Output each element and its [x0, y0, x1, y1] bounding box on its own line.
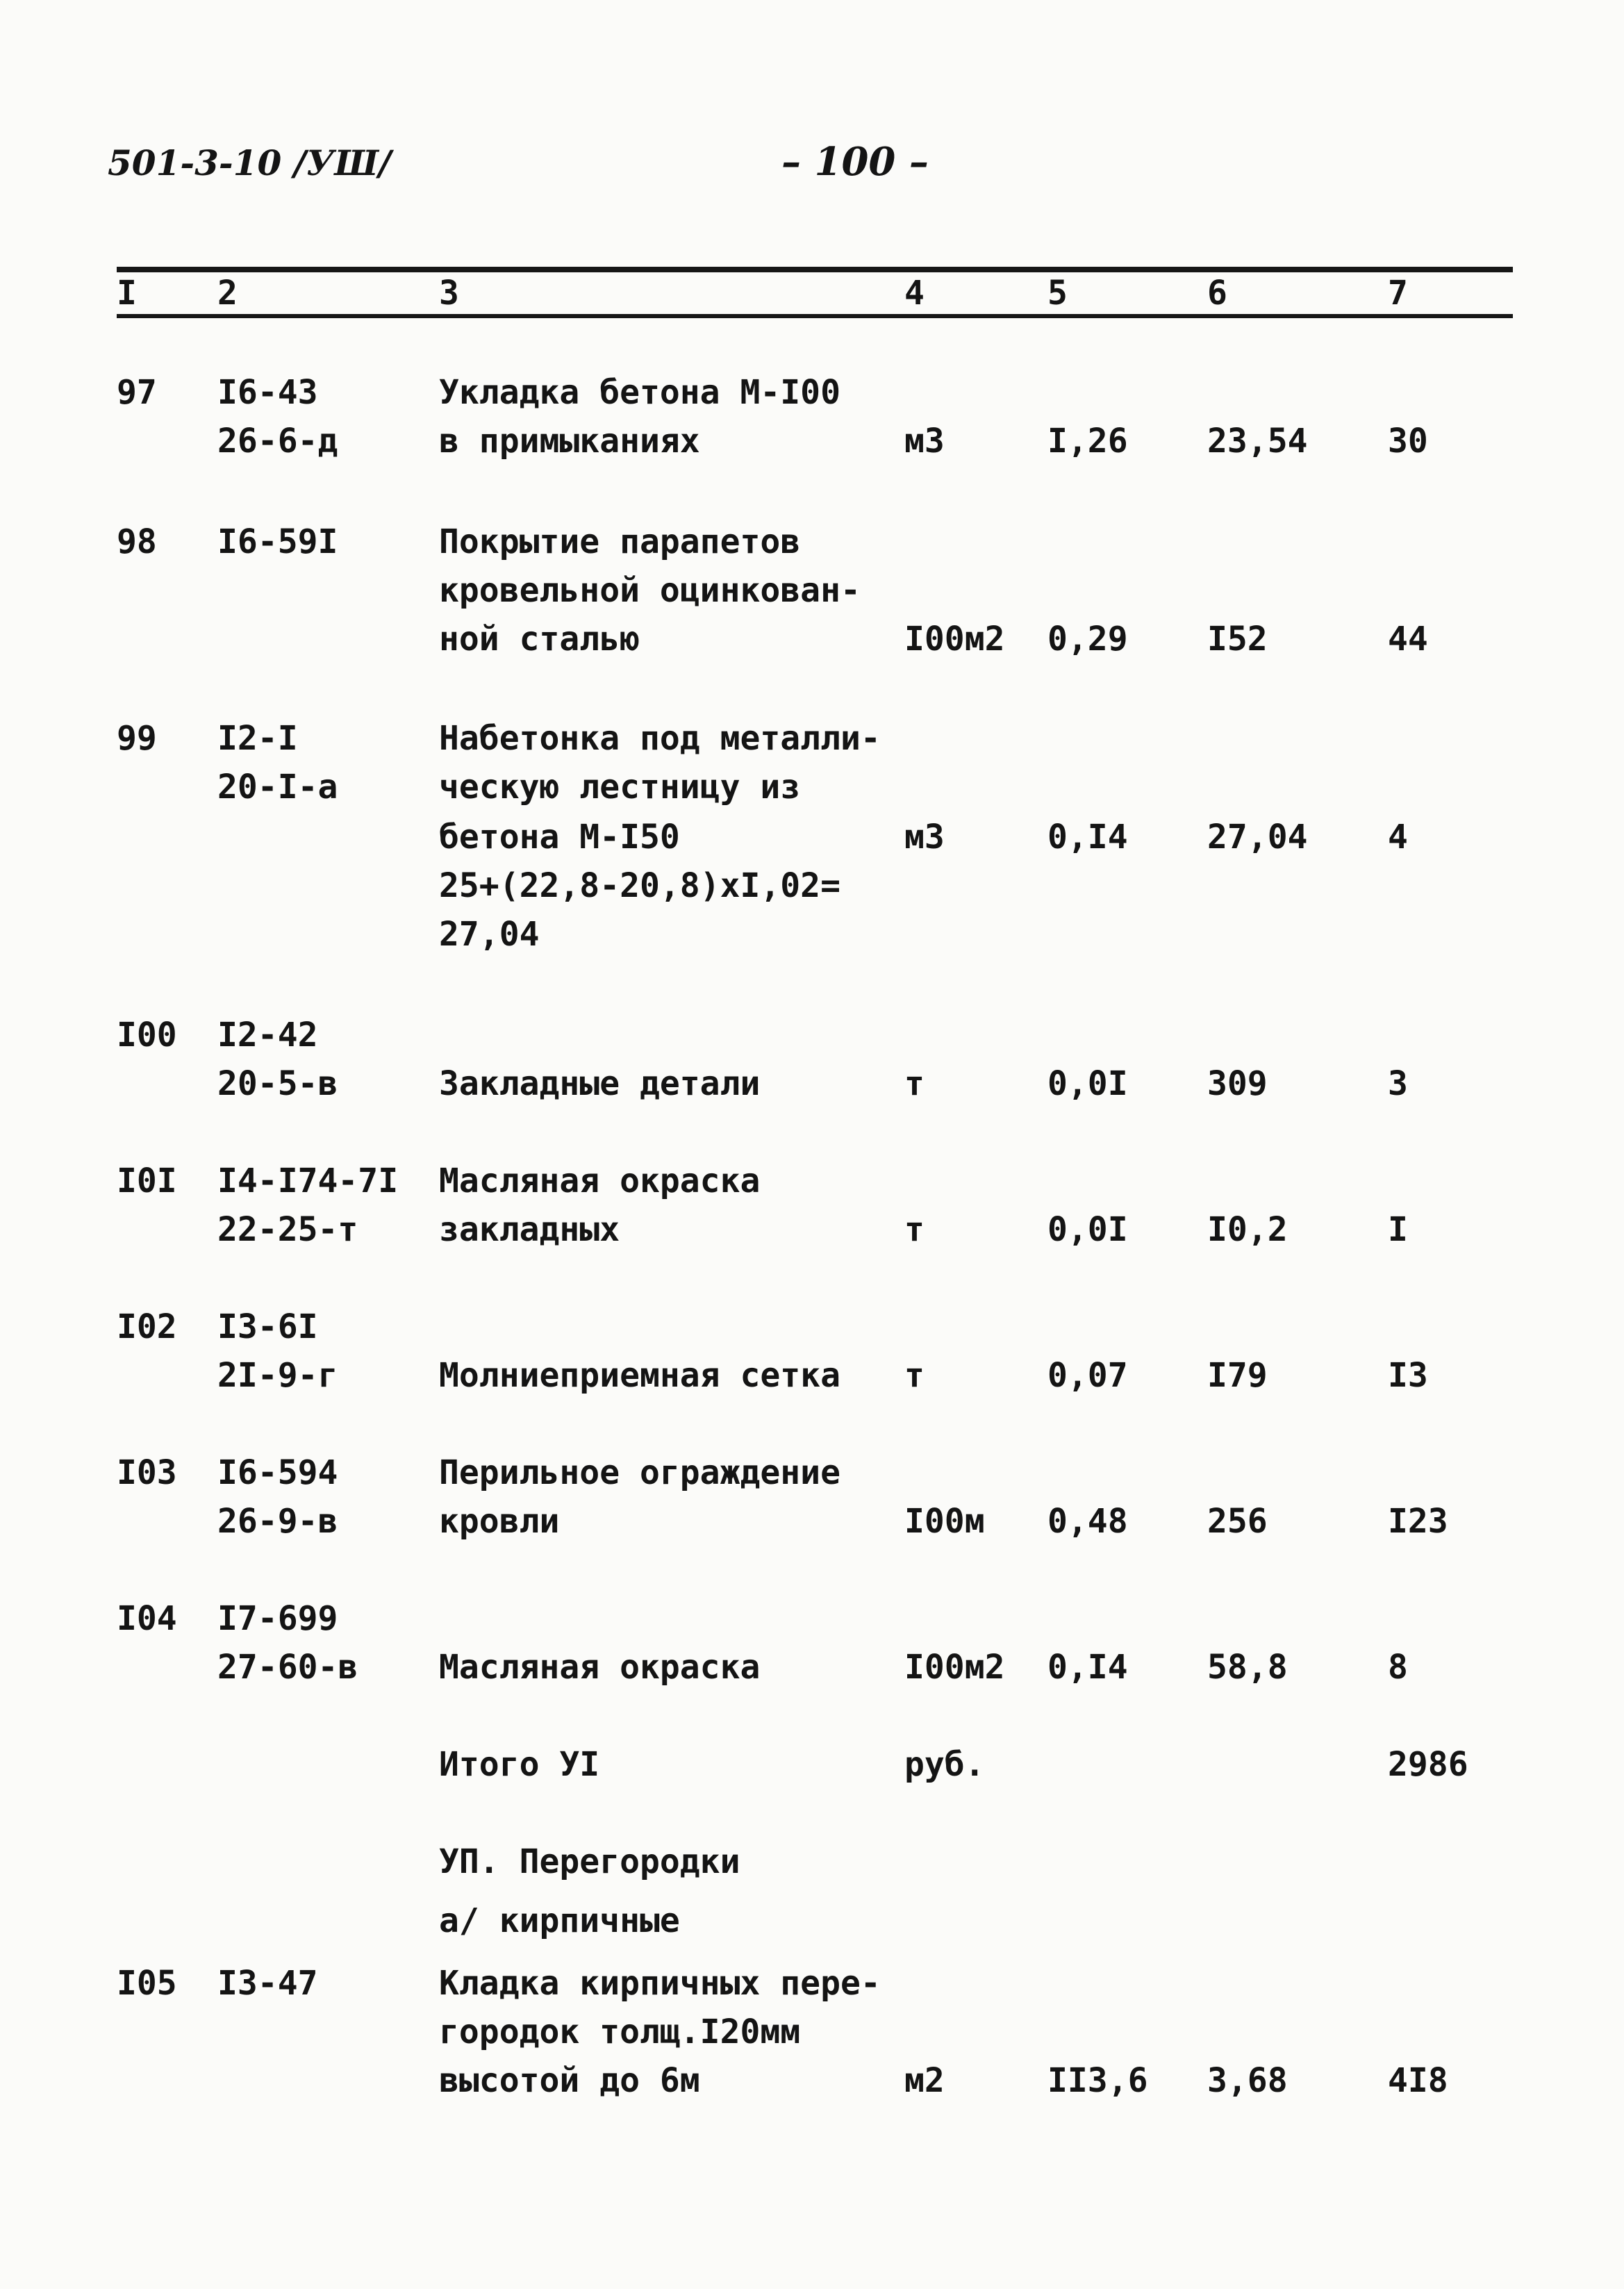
cell-r99-desc3: бетона М-I50 — [439, 818, 680, 857]
cell-r101-num: I0I — [117, 1162, 177, 1200]
cell-r101-unit: т — [904, 1210, 925, 1249]
document-code: 501-3-10 /УШ/ — [108, 142, 392, 183]
cell-r98-price: I52 — [1207, 620, 1268, 659]
cell-r99-price: 27,04 — [1207, 818, 1308, 857]
cell-r97-code2: 26-6-д — [217, 422, 338, 461]
cell-r103-code1: I6-594 — [217, 1453, 338, 1492]
cell-r105-desc1: Кладка кирпичных пере- — [439, 1964, 881, 2003]
cell-r103-price: 256 — [1207, 1502, 1268, 1541]
cell-r104-code2: 27-60-в — [217, 1648, 358, 1687]
cell-r99-desc4: 25+(22,8-20,8)хI,02= — [439, 866, 840, 905]
cell-r99-code1: I2-I — [217, 719, 298, 758]
cell-r102-num: I02 — [117, 1307, 177, 1346]
cell-r104-num: I04 — [117, 1599, 177, 1638]
cell-r98-total: 44 — [1388, 620, 1428, 659]
cell-r105-desc3: высотой до 6м — [439, 2061, 700, 2100]
cell-r105-num: I05 — [117, 1964, 177, 2003]
cell-r97-code1: I6-43 — [217, 373, 318, 412]
cell-r103-code2: 26-9-в — [217, 1502, 338, 1541]
cell-r104-unit: I00м2 — [904, 1648, 1005, 1687]
cell-r102-code2: 2I-9-г — [217, 1356, 338, 1395]
cell-r99-num: 99 — [117, 719, 157, 758]
cell-r104-total: 8 — [1388, 1648, 1408, 1687]
cell-r105-code1: I3-47 — [217, 1964, 318, 2003]
cell-sec-title: УП. Перегородки — [439, 1842, 740, 1881]
cell-r98-unit: I00м2 — [904, 620, 1005, 659]
cell-sec-sub: а/ кирпичные — [439, 1901, 680, 1940]
cell-r99-desc1: Набетонка под металли- — [439, 719, 881, 758]
cell-r97-num: 97 — [117, 373, 157, 412]
column-header-7: 7 — [1388, 274, 1408, 313]
page-number: – 100 – — [781, 139, 929, 185]
cell-r100-total: 3 — [1388, 1064, 1408, 1103]
cell-r101-desc1: Масляная окраска — [439, 1162, 761, 1200]
cell-r100-code2: 20-5-в — [217, 1064, 338, 1103]
cell-sub-total: 2986 — [1388, 1745, 1468, 1784]
column-header-6: 6 — [1207, 274, 1227, 313]
cell-r103-desc1: Перильное ограждение — [439, 1453, 840, 1492]
column-header-3: 3 — [439, 274, 459, 313]
cell-r100-code1: I2-42 — [217, 1016, 318, 1055]
cell-r102-unit: т — [904, 1356, 925, 1395]
cell-r99-desc2: ческую лестницу из — [439, 768, 801, 807]
cell-r100-unit: т — [904, 1064, 925, 1103]
column-header-2: 2 — [217, 274, 238, 313]
cell-r98-code1: I6-59I — [217, 522, 338, 561]
cell-r97-total: 30 — [1388, 422, 1428, 461]
column-header-1: I — [117, 274, 137, 313]
cell-r105-qty: II3,6 — [1047, 2061, 1148, 2100]
cell-r103-desc2: кровли — [439, 1502, 560, 1541]
cell-r104-desc1: Масляная окраска — [439, 1648, 761, 1687]
cell-r99-total: 4 — [1388, 818, 1408, 857]
table-header-rule — [117, 314, 1513, 318]
cell-r100-qty: 0,0I — [1047, 1064, 1128, 1103]
cell-r101-price: I0,2 — [1207, 1210, 1288, 1249]
cell-r103-unit: I00м — [904, 1502, 985, 1541]
cell-sub-unit: руб. — [904, 1745, 985, 1784]
cell-r98-desc1: Покрытие парапетов — [439, 522, 801, 561]
cell-r102-qty: 0,07 — [1047, 1356, 1128, 1395]
cell-r101-desc2: закладных — [439, 1210, 620, 1249]
cell-r103-num: I03 — [117, 1453, 177, 1492]
table-top-rule — [117, 267, 1513, 272]
cell-r104-code1: I7-699 — [217, 1599, 338, 1638]
cell-r103-total: I23 — [1388, 1502, 1448, 1541]
cell-r101-total: I — [1388, 1210, 1408, 1249]
cell-r103-qty: 0,48 — [1047, 1502, 1128, 1541]
cell-r102-desc1: Молниеприемная сетка — [439, 1356, 840, 1395]
cell-r98-num: 98 — [117, 522, 157, 561]
cell-r100-price: 309 — [1207, 1064, 1268, 1103]
cell-r99-code2: 20-I-а — [217, 768, 338, 807]
cell-r102-code1: I3-6I — [217, 1307, 318, 1346]
cell-r105-unit: м2 — [904, 2061, 945, 2100]
column-header-5: 5 — [1047, 274, 1068, 313]
cell-r97-price: 23,54 — [1207, 422, 1308, 461]
cell-r100-num: I00 — [117, 1016, 177, 1055]
cell-r101-qty: 0,0I — [1047, 1210, 1128, 1249]
cell-r101-code2: 22-25-т — [217, 1210, 358, 1249]
cell-r98-desc2: кровельной оцинкован- — [439, 571, 861, 610]
cell-r104-qty: 0,I4 — [1047, 1648, 1128, 1687]
column-header-4: 4 — [904, 274, 925, 313]
cell-r98-desc3: ной сталью — [439, 620, 640, 659]
cell-r104-price: 58,8 — [1207, 1648, 1288, 1687]
cell-r105-total: 4I8 — [1388, 2061, 1448, 2100]
cell-r105-price: 3,68 — [1207, 2061, 1288, 2100]
cell-r97-desc2: в примыканиях — [439, 422, 700, 461]
cell-r97-unit: м3 — [904, 422, 945, 461]
cell-r99-desc5: 27,04 — [439, 915, 540, 954]
cell-r97-desc1: Укладка бетона М-I00 — [439, 373, 840, 412]
cell-r102-total: I3 — [1388, 1356, 1428, 1395]
cell-r101-code1: I4-I74-7I — [217, 1162, 399, 1200]
cell-r100-desc1: Закладные детали — [439, 1064, 761, 1103]
cell-r97-qty: I,26 — [1047, 422, 1128, 461]
cell-r98-qty: 0,29 — [1047, 620, 1128, 659]
cell-r105-desc2: городок толщ.I20мм — [439, 2013, 801, 2051]
cell-r102-price: I79 — [1207, 1356, 1268, 1395]
cell-sub-label: Итого УI — [439, 1745, 600, 1784]
cell-r99-qty: 0,I4 — [1047, 818, 1128, 857]
cell-r99-unit: м3 — [904, 818, 945, 857]
